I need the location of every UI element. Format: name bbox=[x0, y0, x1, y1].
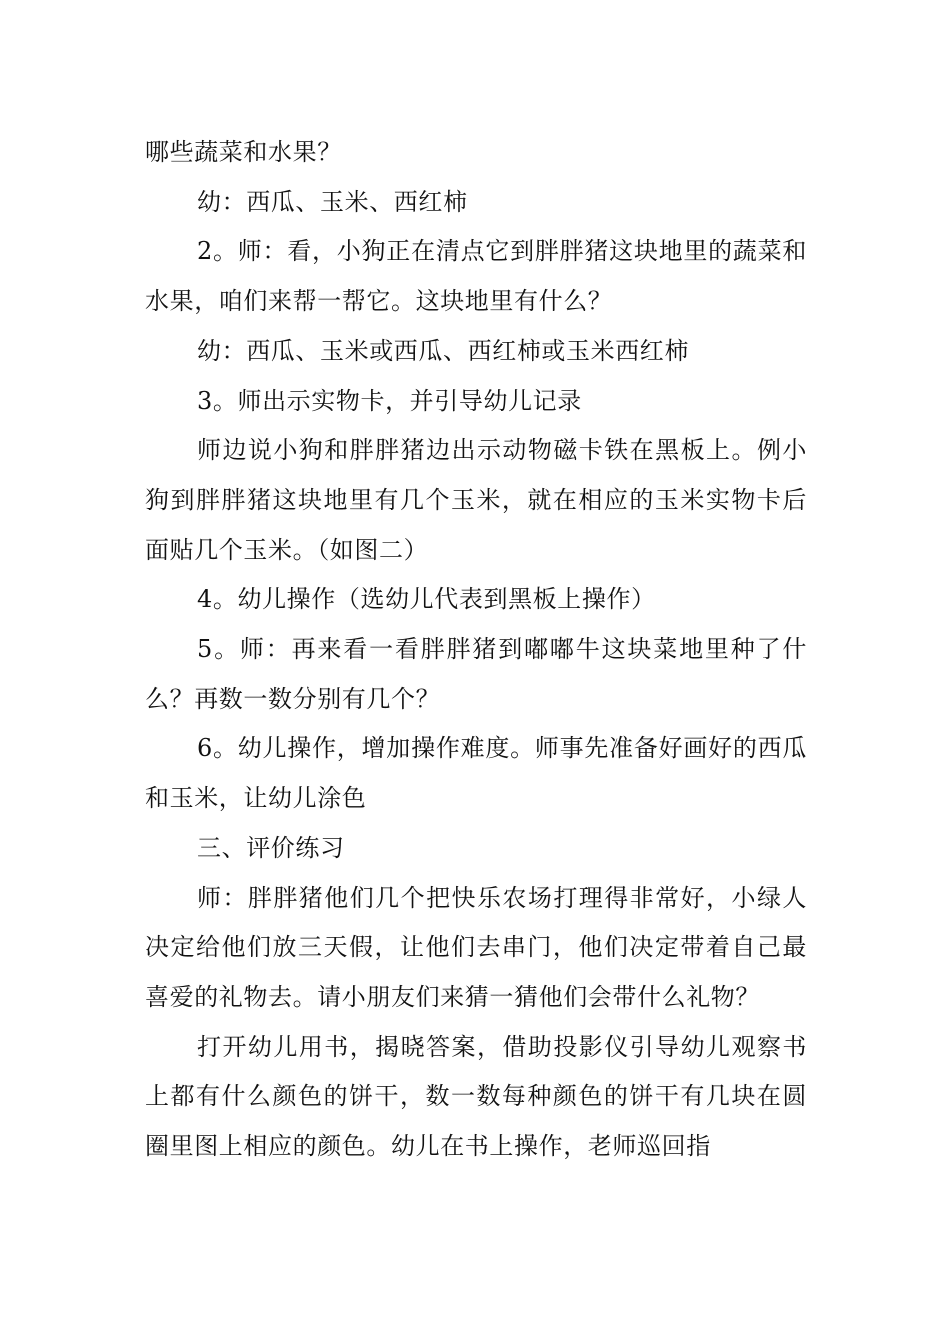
paragraph: 5。师：再来看一看胖胖猪到嘟嘟牛这块菜地里种了什么？再数一数分别有几个？ bbox=[145, 635, 807, 713]
section-heading: 三、评价练习 bbox=[197, 833, 345, 862]
paragraph: 幼：西瓜、玉米或西瓜、西红柿或玉米西红柿 bbox=[197, 336, 689, 365]
paragraph: 打开幼儿用书，揭晓答案，借助投影仪引导幼儿观察书上都有什么颜色的饼干，数一数每种颜色的饼干有几块在圆圈里图上相应的颜色。幼儿在书上操作，老师巡回指 bbox=[145, 1032, 807, 1161]
paragraph: 2。师：看，小狗正在清点它到胖胖猪这块地里的蔬菜和水果，咱们来帮一帮它。这块地里有什么？ bbox=[145, 237, 807, 316]
paragraph: 哪些蔬菜和水果？ bbox=[145, 138, 342, 166]
paragraph: 幼：西瓜、玉米、西红柿 bbox=[197, 187, 468, 216]
paragraph: 师边说小狗和胖胖猪边出示动物磁卡铁在黑板上。例小狗到胖胖猪这块地里有几个玉米，就在相应的玉米实物卡后面贴几个玉米。（如图二） bbox=[145, 436, 807, 564]
paragraph: 6。幼儿操作，增加操作难度。师事先准备好画好的西瓜和玉米，让幼儿涂色 bbox=[145, 734, 807, 813]
document-page bbox=[145, 128, 807, 1172]
paragraph: 师：胖胖猪他们几个把快乐农场打理得非常好，小绿人决定给他们放三天假，让他们去串门，他们决定带着自己最喜爱的礼物去。请小朋友们来猜一猜他们会带什么礼物？ bbox=[145, 883, 807, 1011]
paragraph: 4。幼儿操作（选幼儿代表到黑板上操作） bbox=[197, 585, 656, 614]
paragraph: 3。师出示实物卡，并引导幼儿记录 bbox=[197, 386, 582, 415]
